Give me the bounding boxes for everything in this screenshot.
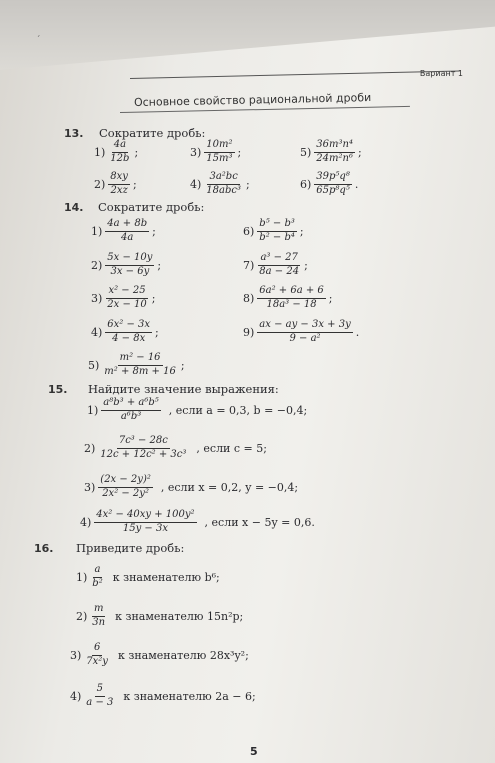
t14-item bbox=[88, 353, 185, 377]
item-label: 1) bbox=[87, 403, 99, 417]
punctuation: ; bbox=[246, 177, 250, 191]
punctuation: ; bbox=[151, 291, 156, 305]
t13-item bbox=[94, 172, 137, 196]
denominator: 18a³ − 18 bbox=[266, 298, 317, 310]
t14-item bbox=[243, 219, 304, 243]
section-title: Основное свойство рациональной дроби bbox=[133, 91, 372, 109]
condition-text: , если c = 5; bbox=[196, 441, 267, 455]
item-label: 4) bbox=[91, 325, 103, 339]
item-label: 2) bbox=[91, 258, 103, 272]
t14-item bbox=[91, 219, 156, 243]
numerator: 4a + 8b bbox=[105, 219, 149, 232]
denominator: 2x − 10 bbox=[107, 298, 147, 310]
denominator: 65p⁸q⁵ bbox=[316, 184, 350, 196]
header-rule bbox=[130, 71, 460, 79]
punctuation: . bbox=[354, 177, 359, 191]
numerator: 6x² − 3x bbox=[105, 320, 152, 333]
variant-label: Вариант 1 bbox=[419, 69, 463, 78]
numerator: 8xy bbox=[108, 172, 130, 185]
item-label: 2) bbox=[84, 441, 96, 455]
numerator: 36m³n⁴ bbox=[314, 140, 355, 153]
fraction bbox=[105, 219, 149, 243]
t15-item bbox=[84, 475, 298, 499]
t16-item bbox=[70, 684, 256, 708]
condition-text: , если a = 0,3, b = −0,4; bbox=[168, 403, 308, 417]
item-label: 4) bbox=[70, 689, 82, 703]
fraction bbox=[84, 684, 115, 708]
item-label: 4) bbox=[190, 177, 202, 191]
punctuation: ; bbox=[237, 145, 242, 159]
task-16-text: Приведите дробь: bbox=[76, 541, 185, 555]
t16-item bbox=[76, 565, 220, 589]
fraction bbox=[98, 436, 188, 460]
task-16-number: 16. bbox=[34, 542, 54, 555]
condition-text: , если x − 5y = 0,6. bbox=[204, 515, 315, 529]
numerator: 4x² − 40xy + 100y² bbox=[94, 510, 196, 523]
item-label: 2) bbox=[76, 609, 88, 623]
t15-item bbox=[87, 398, 307, 422]
t14-item bbox=[91, 286, 155, 310]
task-13-number: 13. bbox=[64, 127, 84, 140]
denominator: b² bbox=[92, 577, 103, 589]
fraction bbox=[314, 140, 355, 164]
fraction bbox=[105, 286, 148, 310]
numerator: 4a bbox=[112, 140, 128, 153]
task-13-text: Сократите дробь: bbox=[99, 126, 206, 140]
denominator: 12c + 12c² + 3c³ bbox=[100, 448, 187, 460]
fraction bbox=[90, 604, 107, 628]
t14-item bbox=[243, 253, 308, 277]
punctuation: ; bbox=[152, 224, 156, 238]
denominator: 4 − 8x bbox=[112, 332, 146, 344]
fraction bbox=[84, 643, 110, 667]
numerator: 10m² bbox=[204, 140, 234, 153]
denominator: 15m³ bbox=[206, 152, 233, 164]
t16-item bbox=[70, 643, 249, 667]
denominator: m² + 8m + 16 bbox=[104, 365, 176, 377]
item-label: 4) bbox=[80, 515, 92, 529]
numerator: 5x − 10y bbox=[105, 253, 154, 266]
denominator: 7x²y bbox=[86, 655, 108, 667]
numerator: 5 bbox=[95, 684, 105, 697]
condition-text: к знаменателю 28x³y²; bbox=[117, 648, 249, 662]
punctuation: ; bbox=[304, 258, 308, 272]
item-label: 3) bbox=[91, 291, 103, 305]
denominator: 2x² − 2y² bbox=[102, 487, 149, 499]
fraction bbox=[98, 475, 153, 499]
t15-item bbox=[80, 510, 315, 534]
task-15-text: Найдите значение выражения: bbox=[88, 382, 279, 396]
t14-item bbox=[91, 320, 159, 344]
item-label: 7) bbox=[243, 258, 255, 272]
numerator: 3a²bc bbox=[207, 172, 239, 185]
denominator: 2xz bbox=[110, 184, 128, 196]
task-14-text: Сократите дробь: bbox=[98, 200, 205, 214]
folded-corner bbox=[0, 0, 495, 70]
condition-text: к знаменателю 15n²p; bbox=[115, 609, 244, 623]
punctuation: ; bbox=[180, 358, 185, 372]
t14-item bbox=[91, 253, 161, 277]
t16-item bbox=[76, 604, 243, 628]
punctuation: ; bbox=[132, 177, 137, 191]
denominator: 12b bbox=[110, 152, 130, 164]
denominator: 9 − a² bbox=[289, 332, 321, 344]
denominator: 15y − 3x bbox=[122, 522, 168, 534]
item-label: 2) bbox=[94, 177, 106, 191]
condition-text: к знаменателю b⁶; bbox=[112, 570, 220, 584]
numerator: (2x − 2y)² bbox=[98, 475, 153, 488]
fraction bbox=[90, 565, 104, 589]
numerator: 6a² + 6a + 6 bbox=[257, 286, 326, 299]
punctuation: ; bbox=[157, 258, 162, 272]
item-label: 5) bbox=[300, 145, 312, 159]
fraction bbox=[204, 140, 234, 164]
t13-item bbox=[94, 140, 138, 164]
numerator: a bbox=[93, 565, 103, 578]
numerator: b⁵ − b³ bbox=[257, 219, 297, 232]
punctuation: ; bbox=[357, 145, 362, 159]
punctuation: ; bbox=[155, 325, 159, 339]
numerator: a⁸b³ + a⁶b⁵ bbox=[101, 398, 161, 411]
fraction bbox=[204, 172, 243, 196]
page-number: 5 bbox=[250, 745, 258, 758]
fraction bbox=[94, 510, 196, 534]
denominator: 3x − 6y bbox=[110, 265, 150, 277]
numerator: m² − 16 bbox=[118, 353, 163, 366]
denominator: 4a bbox=[121, 231, 134, 243]
item-label: 1) bbox=[91, 224, 103, 238]
task-15-number: 15. bbox=[48, 383, 68, 396]
fraction bbox=[257, 286, 326, 310]
fraction bbox=[257, 320, 352, 344]
denominator: 24m²n⁶ bbox=[316, 152, 353, 164]
condition-text: , если x = 0,2, y = −0,4; bbox=[160, 480, 299, 494]
numerator: x² − 25 bbox=[106, 286, 147, 299]
numerator: ax − ay − 3x + 3y bbox=[257, 320, 352, 333]
denominator: a⁶b³ bbox=[120, 410, 142, 422]
item-label: 3) bbox=[70, 648, 82, 662]
task-14-number: 14. bbox=[64, 201, 84, 214]
t13-item bbox=[190, 172, 250, 196]
item-label: 1) bbox=[76, 570, 88, 584]
item-label: 5) bbox=[88, 358, 100, 372]
numerator: 7c³ − 28c bbox=[117, 436, 170, 449]
fraction bbox=[108, 172, 130, 196]
item-label: 9) bbox=[243, 325, 255, 339]
item-label: 8) bbox=[243, 291, 255, 305]
fraction bbox=[102, 353, 178, 377]
t13-item bbox=[300, 172, 358, 196]
punctuation: ; bbox=[134, 145, 139, 159]
fraction bbox=[257, 219, 297, 243]
t14-item bbox=[243, 320, 359, 344]
numerator: 39p⁵q⁸ bbox=[314, 172, 352, 185]
pencil-mark: ˊ bbox=[36, 36, 41, 46]
item-label: 3) bbox=[190, 145, 202, 159]
item-label: 6) bbox=[243, 224, 255, 238]
numerator: a³ − 27 bbox=[258, 253, 299, 266]
item-label: 1) bbox=[94, 145, 106, 159]
denominator: 18abc³ bbox=[206, 184, 241, 196]
condition-text: к знаменателю 2a − 6; bbox=[123, 689, 256, 703]
t13-item bbox=[300, 140, 362, 164]
denominator: b² − b⁴ bbox=[259, 231, 295, 243]
item-label: 6) bbox=[300, 177, 312, 191]
fraction bbox=[314, 172, 352, 196]
numerator: m bbox=[92, 604, 105, 617]
fraction bbox=[105, 320, 152, 344]
denominator: 8a − 24 bbox=[259, 265, 300, 277]
denominator: 3n bbox=[92, 616, 106, 628]
fraction bbox=[108, 140, 131, 164]
numerator: 6 bbox=[92, 643, 102, 656]
fraction bbox=[101, 398, 161, 422]
t14-item bbox=[243, 286, 333, 310]
punctuation: ; bbox=[299, 224, 304, 238]
fraction bbox=[105, 253, 154, 277]
t15-item bbox=[84, 436, 267, 460]
punctuation: ; bbox=[328, 291, 333, 305]
punctuation: . bbox=[355, 325, 360, 339]
fraction bbox=[257, 253, 301, 277]
t13-item bbox=[190, 140, 241, 164]
denominator: a − 3 bbox=[86, 696, 114, 708]
item-label: 3) bbox=[84, 480, 96, 494]
